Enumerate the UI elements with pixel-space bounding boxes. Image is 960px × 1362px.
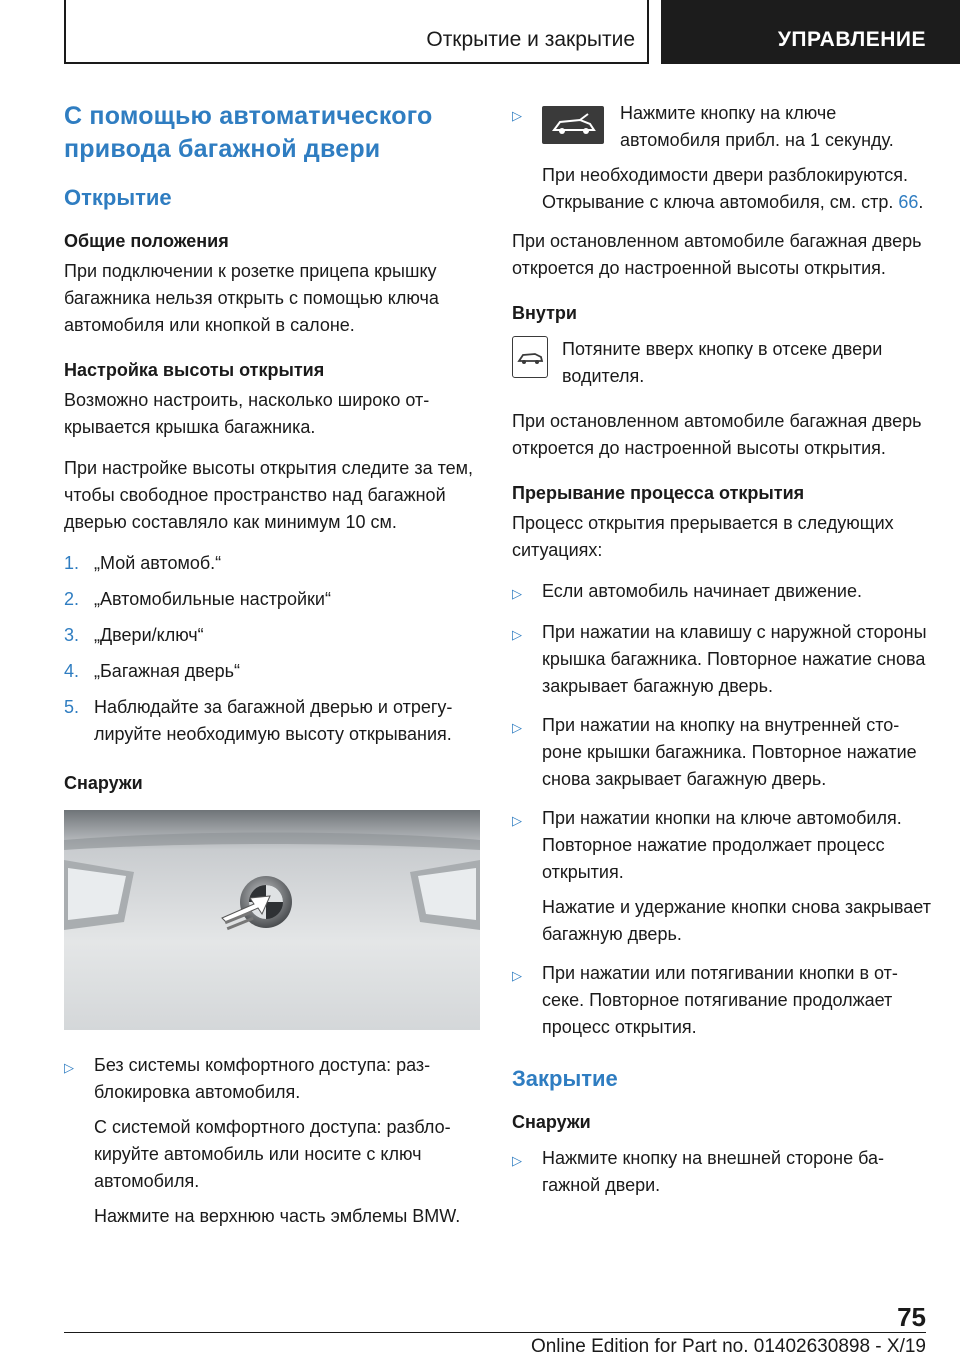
- step-text: „Багажная дверь“: [94, 661, 240, 681]
- stopped-text-2: При остановленном автомобиле багажная дверь откроется до настроенной высоты открытия.: [512, 411, 922, 458]
- key-subtext-end: .: [918, 192, 924, 212]
- list-item: [64, 694, 484, 748]
- list-item: [512, 960, 932, 1041]
- bullet-triangle-icon: ▷: [512, 720, 522, 735]
- door-tailgate-button-icon: [512, 336, 548, 378]
- page-number: 75: [897, 1302, 926, 1332]
- interrupt-item-text: При нажатии кнопки на ключе автомобиля. Повторное нажатие продолжает процесс открытия.: [542, 808, 902, 882]
- list-item: [512, 712, 932, 793]
- height-text-1: Возможно настроить, насколько широко открывается крышка багажника.: [64, 390, 430, 437]
- inside-text: Потяните вверх кнопку в отсеке двери водителя.: [562, 339, 883, 386]
- header-rule-mid: [647, 0, 649, 64]
- page-link[interactable]: 66: [898, 192, 919, 212]
- step-number: 1.: [64, 553, 80, 573]
- step-number: 4.: [64, 661, 80, 681]
- bullet-triangle-icon: ▷: [512, 1153, 522, 1168]
- list-item: [64, 586, 484, 613]
- step-text: „Автомобильные настройки“: [94, 589, 331, 609]
- bullet-triangle-icon: ▷: [512, 968, 522, 983]
- footer-rule: [64, 1332, 926, 1333]
- chapter-label: УПРАВЛЕНИЕ: [777, 28, 926, 51]
- key-text: Нажмите кнопку на ключе автомобиля прибл. на 1 секунду.: [620, 103, 894, 150]
- bullet-subtext-1: С системой комфортного доступа: разблокируйте автомобиль или носите с ключ автомобиля.: [94, 1117, 451, 1191]
- inside-heading: Внутри: [512, 303, 577, 323]
- close-outside-heading: Снаружи: [512, 1112, 591, 1132]
- bullet-triangle-icon: ▷: [512, 108, 522, 123]
- list-item: [64, 1052, 484, 1230]
- step-number: 3.: [64, 625, 80, 645]
- list-item: [64, 550, 484, 577]
- list-item: [512, 1145, 932, 1199]
- general-heading: Общие положения: [64, 231, 229, 251]
- key-subtext: [542, 162, 932, 216]
- height-heading: Настройка высоты открытия: [64, 360, 325, 380]
- key-tailgate-button-icon: [542, 106, 604, 144]
- key-subtext-main: При необходимости двери разблокируются. Открывание с ключа автомобиля, см. стр.: [542, 165, 908, 212]
- header-rule-left: [64, 0, 66, 64]
- list-item: [512, 805, 932, 948]
- list-item: [64, 622, 484, 649]
- list-item: [64, 658, 484, 685]
- step-number: 5.: [64, 697, 80, 717]
- general-text: При подключении к розетке прицепа крышку багажника нельзя открыть с помощью ключа автомобиля или кнопкой в салоне.: [64, 261, 439, 335]
- bullet-triangle-icon: ▷: [512, 813, 522, 828]
- settings-steps: [64, 550, 484, 748]
- stopped-text: При остановленном автомобиле багажная дверь откроется до настроенной высоты открытия.: [512, 231, 922, 278]
- interrupt-item-text: При нажатии на клавишу с наружной стороны крышка багажника. Повторное нажатие снова закрывает багажную дверь.: [542, 622, 927, 696]
- list-item: [512, 578, 932, 607]
- step-text: „Двери/ключ“: [94, 625, 204, 645]
- trunk-emblem-illustration: [64, 810, 480, 1030]
- height-text-2: При настройке высоты открытия следите за тем, чтобы свободное пространство над багажной дверью составляло как минимум 10 см.: [64, 458, 474, 532]
- bullet-triangle-icon: ▷: [512, 627, 522, 642]
- interrupt-text: Процесс открытия прерывается в следующих ситуациях:: [512, 513, 894, 560]
- interrupt-item-text: При нажатии на кнопку на внутренней стороне крышки багажника. Повторное нажатие снова закрывает багажную дверь.: [542, 715, 917, 789]
- interrupt-item-subtext: Нажатие и удержание кнопки снова закрывает багажную дверь.: [542, 897, 931, 944]
- header-rule-bottom: [64, 62, 649, 64]
- bullet-text: Без системы комфортного доступа: разблокировка автомобиля.: [94, 1055, 431, 1102]
- bullet-triangle-icon: ▷: [512, 586, 522, 601]
- page-title: С помощью автоматического привода багажной двери: [64, 102, 433, 163]
- step-text: „Мой автомоб.“: [94, 553, 222, 573]
- list-item: [512, 100, 932, 216]
- section-title: Открытие и закрытие: [426, 28, 635, 51]
- open-heading: Открытие: [64, 185, 172, 210]
- inside-instruction: [512, 336, 932, 390]
- step-number: 2.: [64, 589, 80, 609]
- close-heading: Закрытие: [512, 1066, 618, 1091]
- edition-note: Online Edition for Part no. 01402630898 - X/19: [530, 1336, 926, 1357]
- right-column: [512, 100, 932, 1211]
- interrupt-heading: Прерывание процесса открытия: [512, 483, 805, 503]
- left-column: [64, 100, 484, 1242]
- interrupt-item-text: Если автомобиль начинает движение.: [542, 581, 863, 601]
- key-instruction: [542, 100, 932, 154]
- bullet-triangle-icon: ▷: [64, 1060, 74, 1075]
- list-item: [512, 619, 932, 700]
- trunk-emblem-photo: [64, 810, 480, 1030]
- interrupt-item-text: При нажатии или потягивании кнопки в отсеке. Повторное потягивание продолжает процесс открытия.: [542, 963, 898, 1037]
- bullet-subtext-2: Нажмите на верхнюю часть эмблемы BMW.: [94, 1206, 461, 1226]
- close-item-text: Нажмите кнопку на внешней стороне багажной двери.: [542, 1148, 885, 1195]
- outside-heading: Снаружи: [64, 773, 143, 793]
- step-text: Наблюдайте за багажной дверью и отрегулируйте необходимую высоту открывания.: [94, 697, 453, 744]
